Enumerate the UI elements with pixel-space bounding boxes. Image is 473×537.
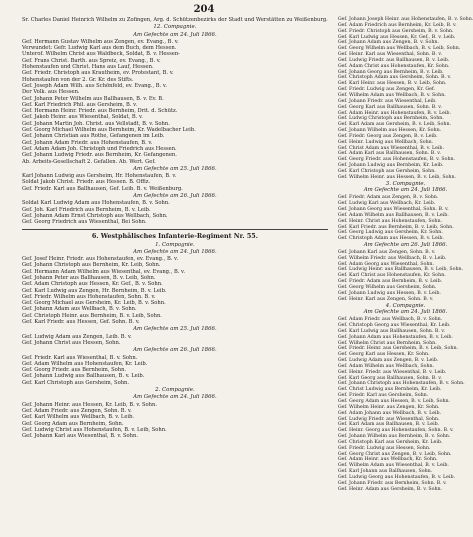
left-top-block <box>22 17 328 226</box>
text-line: Gef. Friedr. Ludwig aus Zengen, Kr. Gef. <box>337 87 436 93</box>
text-line: Gef. Karl Georg aus Ballhausen, Sohn. B. v. <box>337 375 442 381</box>
text-line: Gef. Adam Adam Joh. Christoph und Friedrich aus Hessen. <box>22 145 177 152</box>
text-line: Gef. Johann Wilhelm aus Hessen, Kr. Sohn. <box>337 128 442 134</box>
text-line: Gef. Adam Karl aus Ballhausen, Sohn. B. v. <box>337 151 441 157</box>
text-line: Gef. Karl Johann aus Ballhausen, Sohn. <box>337 469 433 475</box>
text-line: Gef. Adam Friedr. aus Wellbach, B. v. Sohn. <box>337 317 443 323</box>
text-line: Gef. Christoph Adam aus Hessen, B. v. Leib. <box>337 236 444 242</box>
text-line: Gef. Johann Heinr. aus Hessen, Kr. Leib, B. v. Sohn. <box>22 401 157 408</box>
text-line: Verwundet: Gefr. Ludwig Karl aus dem Buch, dem Hessen. <box>22 45 177 52</box>
text-line: Gef. Friedr. Karl aus Gersheim, Sohn. <box>337 393 429 399</box>
section-heading: Am Gefechte am 26. Juli 1866. <box>363 242 448 249</box>
text-line: Sr. Charles Daniel Heinrich Wilhelm zu Zofingen, Arg. d. Schützenbezirks der Stadt und Werstätten zu Weißenburg. <box>22 17 328 23</box>
text-line: Gef. Joh. Karl Friedrich aus Bernheim, B. v. Leib. <box>22 206 151 213</box>
text-line: Gef. Johann Ludwig aus Hessen, B. v. Leib. <box>337 290 441 296</box>
text-line: Gef. Johann Adam Ernst Christoph aus Wellbach, Sohn. <box>22 212 168 219</box>
text-line: Gef. Christoph Georg aus Wiesenthal, Kr. Leib. <box>337 323 451 329</box>
text-line: Gef. Johann Adam aus Hohenstaufen, B. v. Leib. <box>337 334 453 340</box>
text-line: Karl Johann Ludwig aus Gersheim, Hr. Hohenstaufen, B. v. <box>22 173 177 180</box>
text-line: Gef. Georg Michael aus Gersheim, Kr. Leib, B. v. Sohn. <box>22 300 166 307</box>
text-line: Gef. Karl Christoph aus Gersheim, Sohn. <box>22 379 130 386</box>
text-line: Gef. Ludwig Adam aus Zengen, B. v. Leib. <box>337 358 439 364</box>
text-line: Gef. Friedr. Christoph aus Gersheim, B. v. Sohn. <box>337 28 454 34</box>
text-line: Gef. Georg Friedr. aus Hohenstaufen, B. v. Sohn. <box>337 157 456 163</box>
text-line: Gef. Johann Christoph aus Bernheim, Kr. Leib, Sohn. <box>22 262 161 269</box>
page-number: 204 <box>193 4 215 15</box>
section-heading: Am Gefechte am 25. Juli 1866. <box>133 165 217 172</box>
text-line: Gef. Friedr. Karl aus Ballhausen, Gef. Leib. B. v. Weißenburg. <box>22 185 183 192</box>
text-line: Gef. Adam Heinr. aus Hohenstaufen, B. v. Leib. <box>337 110 451 116</box>
section-heading: Am Gefechte am 25. Juli 1866. <box>133 326 217 333</box>
regiment-title: 6. Westphälisches Infanterie-Regiment Nr. 55. <box>22 229 328 240</box>
text-line: Gef. Jakob Heinr. aus Wiesenthal, Soldat, B. v. <box>22 114 143 121</box>
text-line: Ab. Arbeits-Gesellschaft 2. Gefallen. Ab. Wert. Gef. <box>22 158 156 165</box>
section-heading: 4. Compagnie. <box>385 302 426 309</box>
right-column <box>338 17 473 493</box>
text-line: Gef. Adam Georg aus Wiesenthal, Sohn. <box>337 261 434 267</box>
text-line: Gef. Adam Johann aus Wellbach, B. v. Leib. <box>337 410 442 416</box>
text-line: Gef. Wilhelm Heinr. aus Hessen, B. v. Leib, Sohn. <box>337 174 457 180</box>
section-heading: 1. Compagnie. <box>155 241 195 248</box>
text-line: Gef. Hermann Heinr. Friedr. aus Bernheim, Drit. d. Schütz. <box>22 108 178 115</box>
text-line: Gef. Hermann Gustav Wilhelm aus Zengen, ev. Evang., B. v. <box>22 38 179 45</box>
text-line: Gef. Johann Adam aus Zengen, B. v. Sohn. <box>337 40 439 46</box>
text-line: Gef. Ludwig Heinr. aus Ballhausen, B. v. Leib, Sohn. <box>337 267 464 273</box>
text-line: Gef. Johann Ludwig Friedr. aus Bernheim, Kr. Gefangenen. <box>22 152 177 159</box>
text-line: Gef. Heinr. Adam aus Gersheim, B. v. Sohn. <box>337 486 443 492</box>
section-heading: Am Gefechte am 24. Juli 1866. <box>133 248 217 255</box>
text-line: Unterof. Wilhelm Christ aus Waldbeck, Soldat, B. v. Hessen- <box>22 51 180 58</box>
text-line: Gef. Friedr. Karl aus Wiesenthal, B. v. Sohn. <box>22 354 138 361</box>
text-line: Gef. Georg Friedrich aus Wiesenthal, Bei Sohn. <box>22 219 147 226</box>
text-line: Gef. Johann Ludwig aus Bernheim, Kr. Leib. <box>337 163 444 169</box>
text-line: Gef. Heinr. Friedr. aus Wiesenthal, B. v. Leib. <box>337 369 447 375</box>
text-line: Gef. Ludwig Adam aus Zengen, Leib. B. v. <box>22 333 132 340</box>
text-line: Gef. Karl Ludwig aus Zengen, Hr. Bernheim, B. v. Leib. <box>22 287 167 294</box>
text-line: Gef. Ludwig Christoph aus Bernheim, Sohn. <box>337 116 444 122</box>
text-line: Gef. Friedr. Wilhelm aus Hohenstaufen, Sohn. B. v. <box>22 293 156 300</box>
text-line: Gef. Karl Adam aus Gersheim, B. v. Leib, Sohn. <box>337 122 452 128</box>
section-heading: Am Gefechte am 24. Juli 1866. <box>363 187 448 194</box>
left-column <box>22 17 328 493</box>
text-line: Gef. Georg Wilhelm aus Wellbach, B. v. Leib, Sohn. <box>337 46 461 52</box>
text-line: Gef. Heinr. Christ aus Hohenstaufen, Sohn. <box>337 218 443 224</box>
right-block <box>338 17 473 493</box>
text-line: Gef. Johann Martin Joh. Christ. aus Vellstadt, B. v. Sohn. <box>22 120 170 127</box>
columns <box>22 17 473 493</box>
text-line: Gef. Wilhelm Christ aus Bernheim, Sohn. <box>337 340 437 346</box>
text-line: Gef. Johann Karl aus Wiesenthal, B. v. Sohn. <box>22 433 138 440</box>
text-line: Gef. Ludwig Friedr. aus Wiesenthal, Sohn. <box>337 416 440 422</box>
text-line: Gef. Adam Wilhelm aus Hohenstaufen, Kr. Leib. <box>22 360 148 367</box>
text-line: Gef. Johann Christoph aus Hohenstaufen, B. v. Sohn. <box>337 381 465 387</box>
text-line: Hohenstaufen und Christ. Hans aus Lauf, Hessen. <box>22 64 154 71</box>
text-line: Gef. Adam Friedrich aus Bernheim, Kr. Leib, B. v. <box>337 22 457 28</box>
section-heading: 2. Compagnie. <box>155 387 195 394</box>
text-line: Gef. Johann Christian aus Rothe, Gefangenen im Leib. <box>22 133 165 140</box>
text-line: Gef. Georg Ludwig aus Gersheim, Kr. Sohn. <box>337 230 443 236</box>
text-line: Gef. Georg Michael Wilhelm aus Bernheim, Kr. Wadelbacher Leib. <box>22 127 196 134</box>
text-line: Gef. Johann Peter aus Ballhausen, B. v. Leib, Sohn. <box>22 274 156 281</box>
text-line: Gef. Johann Joseph Heinr. aus Hohenstaufen, B. v. Sohn. <box>337 17 473 22</box>
text-line: Gef. Adam Christoph aus Hessen, Kr. Gef., B. v. Sohn. <box>22 281 163 288</box>
section-heading: Am Gefechte am 26. Juli 1866. <box>133 193 217 200</box>
text-line: Gef. Friedr. Christoph aus Krautheim, ev. Protestant, B. v. <box>22 70 174 77</box>
text-line: Gef. Wilhelm Adam aus Wiesenthal, B. v. Leib. <box>337 463 449 469</box>
text-line: Gef. Georg Adam aus Bernheim, Sohn. <box>22 420 124 427</box>
text-line: Gef. Ludwig Friedr. aus Ballhausen, B. v. Leib. <box>337 57 450 63</box>
text-line: Gef. Ludwig Georg aus Hohenstaufen, B. v. Leib. <box>337 474 456 480</box>
text-line: Gef. Josef Heinr. Friedr. aus Hohenstaufen, ev. Evang., B. v. <box>22 256 179 263</box>
text-line: Gef. Johann Karl aus Zengen, Sohn. B. v. <box>337 249 436 255</box>
section-heading: Am Gefechte am 24. Juli 1866. <box>133 31 217 38</box>
text-line: Gef. Adam Friedr. aus Zengen, Sohn. B. v. <box>22 407 132 414</box>
text-line: Gef. Georg Karl aus Hessen, Kr. Sohn. <box>337 352 430 358</box>
text-line: Gef. Johann Ludwig aus Ballhausen, B. v. Leib. <box>22 373 145 380</box>
regiment-block <box>22 242 328 440</box>
text-line: Gef. Georg Christ aus Zengen, B. v. Leib, Sohn. <box>337 451 452 457</box>
text-line: Gef. Heinr. Karl aus Wiesenthal, Sohn. B. v. <box>337 52 443 58</box>
text-line: Gef. Ludwig Christ aus Hohenstaufen, B. v. Leib, Sohn. <box>22 426 167 433</box>
text-line: Gef. Johann Christ aus Hessen, Sohn. <box>22 339 121 346</box>
text-line: Gef. Adam Heinr. aus Wellbach, Kr. Sohn. <box>337 457 438 463</box>
text-line: Gef. Johann Friedr. aus Bernheim, Sohn. B. v. <box>337 480 447 486</box>
text-line: Gef. Wilhelm Heinr. aus Zengen, Kr. Sohn. <box>337 404 440 410</box>
text-line: Gef. Karl Friedr. aus Hessen, Gef. Sohn. B. v. <box>22 319 140 326</box>
text-line: Gef. Georg Karl aus Ballhausen, Sohn. B. v. <box>337 104 442 110</box>
text-line: Gef. Johann Peter Wilhelm aus Ballhausen, B. v. Ev. B. <box>22 95 164 102</box>
text-line: Gef. Heinr. Karl aus Zengen, Sohn. B. v. <box>337 296 434 302</box>
text-line: Gef. Christoph Adam aus Gersheim, Sohn. B. v. <box>337 75 452 81</box>
text-line: Gef. Karl Ludwig aus Hessen, Kr. Gef., B. v. Leib. <box>337 34 456 40</box>
text-line: Soldat Jakob Christ. Friedr. aus Hessen. B. Offiz. <box>22 179 151 186</box>
text-line: Gef. Johann Wilhelm aus Bernheim, B. v. Sohn. <box>337 434 451 440</box>
text-line: Gef. Christ Adam aus Wiesenthal, B. v. Leib. <box>337 145 444 151</box>
text-line: Gef. Friedr. Adam aus Zengen, B. v. Sohn. <box>337 195 439 201</box>
text-line: Der Volk. aus Hessen. <box>22 89 80 96</box>
text-line: Gef. Christ Ludwig aus Bernheim, Kr. Leib. <box>337 387 442 393</box>
text-line: Gef. Karl Friedr. aus Bernheim, B. v. Leib, Sohn. <box>337 224 454 230</box>
text-line: Gef. Adam Wilhelm aus Ballhausen, B. v. Leib. <box>337 212 449 218</box>
text-line: Gef. Georg Wilhelm aus Gersheim, Sohn. <box>337 284 437 290</box>
text-line: Gef. Johann Friedr. aus Wiesenthal, Leib. <box>337 98 437 104</box>
section-heading: 12. Compagnie. <box>153 24 197 31</box>
text-line: Gef. Christoph Heinr. aus Bernheim, B. v. Leib, Sohn. <box>22 312 162 319</box>
text-line: Gef. Karl Heinr. aus Hessen, B. v. Leib, Sohn. <box>337 81 447 87</box>
text-line: Gef. Adam Christ aus Hohenstaufen, Kr. Sohn. <box>337 63 450 69</box>
text-line: Gef. Johann Adam Friedr. aus Hohenstaufen, B. v. <box>22 139 153 146</box>
text-line: Gef. Johann Georg aus Bernheim, B. v. Leib. <box>337 69 444 75</box>
text-line: Gef. Ludwig Karl aus Wellbach, Kr. Leib. <box>337 201 436 207</box>
text-line: Gef. Karl Adam aus Ballhausen, B. v. Leib. <box>337 422 440 428</box>
text-line: Gef. Frans Christ. Barth. aus Spreiz, ev. Evang., B. v. <box>22 57 161 64</box>
section-heading: Am Gefechte am 24. Juli 1866. <box>363 309 448 316</box>
text-line: Gef. Friedr. Ludwig aus Hessen, Sohn. <box>337 445 431 451</box>
text-line: Gef. Heinr. Ludwig aus Wellbach, Sohn. <box>337 139 434 145</box>
text-line: Gef. Joseph Adam Wilh. aus Schönfeld, ev. Evang., B. v. <box>22 82 167 89</box>
text-line: Gef. Friedr. Adam aus Bernheim, B. v. Leib. <box>337 279 443 285</box>
section-heading: Am Gefechte am 24. Juli 1866. <box>133 394 217 401</box>
section-heading: Am Gefechte am 26. Juli 1866. <box>133 347 217 354</box>
text-line: Gef. Wilhelm Friedr. aus Wellbach, B. v. Leib. <box>337 255 447 261</box>
text-line: Gef. Karl Ludwig aus Ballhausen, Sohn. B. v. <box>337 328 445 334</box>
text-line: Gef. Christoph Karl aus Gersheim, Kr. Leib. <box>337 439 443 445</box>
section-heading: 3. Compagnie. <box>385 180 426 187</box>
text-line: Gef. Karl Wilhelm aus Wellbach, B. v. Leib. <box>22 414 135 421</box>
text-line: Gef. Karl Christ aus Hohenstaufen, Kr. Sohn. <box>337 273 446 279</box>
text-line: Soldat Karl Ludwig Adam aus Hohenstaufen, B. v. Sohn. <box>22 200 170 207</box>
text-line: Gef. Georg Adam aus Hessen, B. v. Leib, Sohn. <box>337 399 451 404</box>
text-line: Gef. Adam Wilhelm aus Wellbach, Sohn. <box>337 363 435 369</box>
text-line: Gef. Friedr. Heinr. aus Gersheim, B. v. Leib, Sohn. <box>337 346 459 352</box>
text-line: Gef. Georg Friedr. aus Bernheim, Sohn. <box>22 367 127 374</box>
text-line: Hohenstaufen von der 2. Gr. Kr. des Stifts. <box>22 76 134 83</box>
text-line: Gef. Johann Adam aus Wellbach, B. v. Sohn. <box>22 306 137 313</box>
text-line: Gef. Johann Georg aus Wiesenthal, Sohn. B. v. <box>337 207 449 212</box>
text-line: Gef. Karl Friedrich Phil. aus Gersheim, B. v. <box>22 101 138 108</box>
text-line: Gef. Hermann Adam Wilhelm aus Wiesenthal, ev. Evang., B. v. <box>22 268 186 275</box>
text-line: Gef. Wilhelm Adam aus Wellbach, B. v. Sohn. <box>337 92 446 98</box>
text-line: Gef. Karl Christoph aus Gersheim, Sohn. <box>337 168 436 174</box>
text-line: Gef. Friedr. Georg aus Zengen, B. v. Leib. <box>337 133 438 139</box>
text-line: Gef. Heinr. Georg aus Hohenstaufen, Sohn. B. v. <box>337 428 454 434</box>
